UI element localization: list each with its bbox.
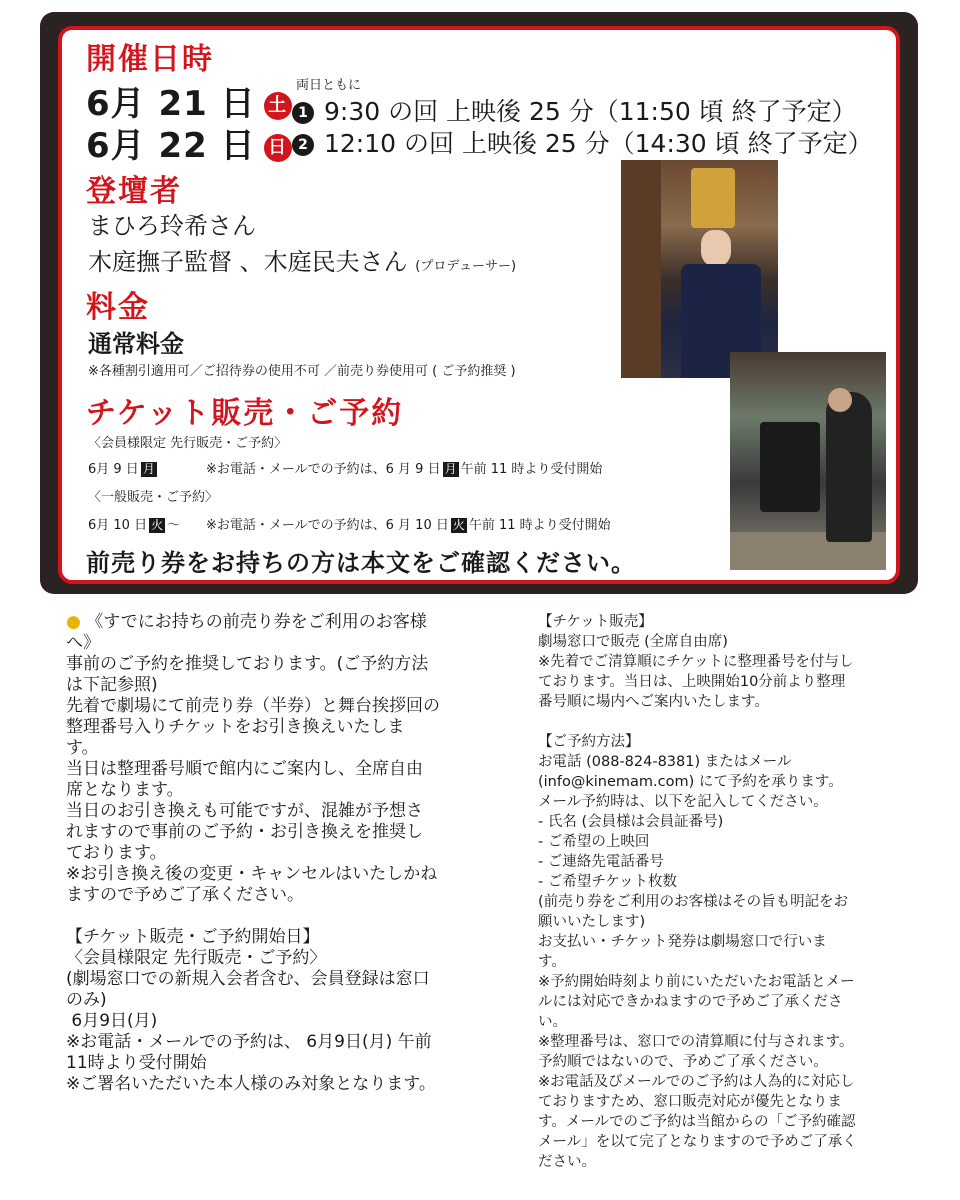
event-date-2-text: 6月 22 日 <box>86 126 256 166</box>
showing-1 <box>292 92 857 128</box>
general-label: 〈一般販売・ご予約〉 <box>88 490 219 505</box>
left-column-text: 《すでにお持ちの前売り券をご利用のお客様 へ》 事前のご予約を推奨しております。(ご予約方法 は下記参照) 先着で劇場にて前売り券（半券）と舞台挨拶回の 整理番号入りチケットをお引き換えいたしま す。 当日は整理番号順で館内にご案内し、全席自由 席となります。 当日のお引き換えも可能ですが、混雑が予想さ れますので事前のご予約・お引き換えを推奨し ております。 ※お引き換え後の変更・キャンセルはいたしかね ますので予めご了承ください。 【チケット販売・ご予約開始日】 〈会員様限定 先行販売・ご予約〉 (劇場窓口での新規入会者含む、会員登録は窓口 のみ) 6月9日(月) ※お電話・メールでの予約は、 6月9日(月) 午前 11時より受付開始 ※ご署名いただいた本人様のみ対象となります。 <box>66 612 440 1094</box>
fee-note: ※各種割引適用可／ご招待券の使用不可 ／前売り券使用可 ( ご予約推奨 ) <box>88 364 516 379</box>
guest-line-2-text: 木庭撫子監督 、木庭民夫さん <box>88 248 408 276</box>
general-note-a: ※お電話・メールでの予約は、6 月 10 日 <box>206 518 449 533</box>
both-days-label: 両日ともに <box>296 78 362 93</box>
number-1-icon: 1 <box>292 102 314 124</box>
number-2-icon: 2 <box>292 134 314 156</box>
member-note <box>206 458 602 477</box>
member-note-b: 午前 11 時より受付開始 <box>460 462 603 477</box>
guests-heading: 登壇者 <box>86 174 182 209</box>
fee-label: 通常料金 <box>88 330 184 358</box>
showing-1-text: 9:30 の回 上映後 25 分（11:50 頃 終了予定） <box>324 97 857 126</box>
tuesday-badge-2: 火 <box>452 518 465 532</box>
monday-badge: 月 <box>142 462 155 476</box>
sunday-badge: 日 <box>264 134 292 162</box>
performer-photo <box>621 160 778 378</box>
advance-ticket-notice: 前売り券をお持ちの方は本文をご確認ください。 <box>86 549 636 577</box>
tuesday-badge: 火 <box>151 518 164 532</box>
general-note <box>206 514 611 533</box>
general-tilde: 〜 <box>167 518 181 533</box>
showing-2 <box>292 124 873 160</box>
member-note-a: ※お電話・メールでの予約は、6 月 9 日 <box>206 462 441 477</box>
saturday-badge: 土 <box>264 92 292 120</box>
member-date-text: 6月 9 日 <box>88 462 139 477</box>
general-date <box>88 514 180 533</box>
member-label: 〈会員様限定 先行販売・ご予約〉 <box>88 436 288 451</box>
monday-badge-2: 月 <box>444 462 457 476</box>
fee-heading: 料金 <box>86 290 150 325</box>
card-top-gap <box>608 0 916 12</box>
tickets-heading: チケット販売・ご予約 <box>86 396 404 431</box>
event-date-1-text: 6月 21 日 <box>86 84 256 124</box>
general-date-text: 6月 10 日 <box>88 518 148 533</box>
light-bulb-icon: ● <box>66 612 81 632</box>
advance-ticket-info <box>66 612 486 1095</box>
producer-note: (プロデューサー) <box>415 259 517 274</box>
film-crew-photo <box>730 352 886 570</box>
ticket-sales-info <box>538 612 898 1172</box>
showing-2-text: 12:10 の回 上映後 25 分（14:30 頃 終了予定） <box>324 129 873 158</box>
member-date <box>88 458 159 477</box>
right-column-text: 【チケット販売】 劇場窓口で販売 (全席自由席) ※先着でご清算順にチケットに整理番号を付与し ております。当日は、上映開始10分前より整理 番号順に場内へご案内いたします。 【ご予約方法】 お電話 (088-824-8381) またはメール (info@kinemam.com) にて予約を承ります。 メール予約時は、以下を記入してください。 - 氏名 (会員様は会員証番号) - ご希望の上映回 - ご連絡先電話番号 - ご希望チケット枚数 (前売り券をご利用のお客様はその旨も明記をお 願いいたします) お支払い・チケット発券は劇場窓口で行いま す。 ※予約開始時刻より前にいただいたお電話とメー ルには対応できかねますので予めご了承くださ い。 ※整理番号は、窓口での清算順に付与されます。 予約順ではないので、予めご了承ください。 ※お電話及びメールでのご予約は人為的に対応し ておりますため、窓口販売対応が優先となりま す。メールでのご予約は当館からの「ご予約確認 メール」を以て完了となりますので予めご了承く ださい。 <box>538 614 857 1170</box>
guest-line-2 <box>88 242 516 277</box>
general-note-b: 午前 11 時より受付開始 <box>468 518 611 533</box>
guest-line-1: まひろ玲希さん <box>88 212 256 240</box>
event-heading: 開催日時 <box>86 42 214 77</box>
event-date-2 <box>86 118 292 167</box>
